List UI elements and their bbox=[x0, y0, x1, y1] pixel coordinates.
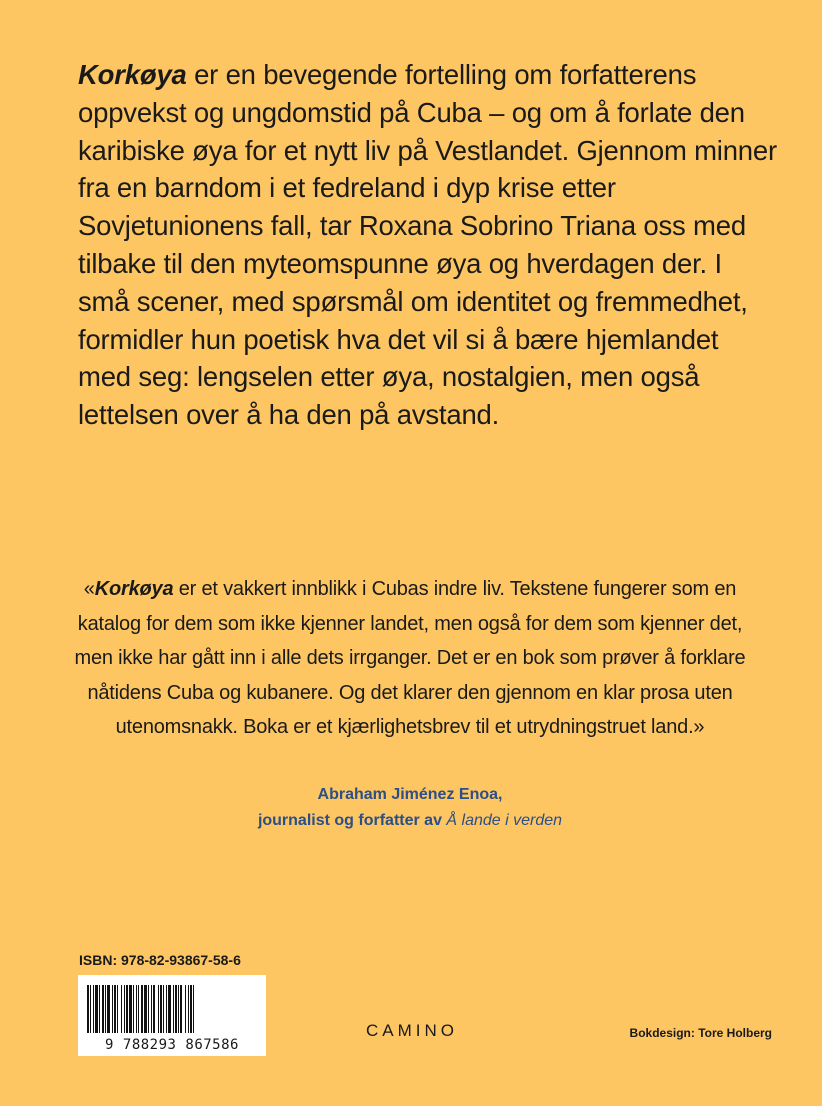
barcode-bar bbox=[136, 985, 137, 1033]
barcode-bar bbox=[90, 985, 91, 1033]
barcode-digits: 9 788293 867586 bbox=[105, 1037, 239, 1053]
attribution-role: journalist og forfatter av bbox=[257, 812, 447, 829]
barcode-bar bbox=[121, 985, 122, 1033]
barcode-bar bbox=[168, 985, 171, 1033]
publisher-logo: CAMINO bbox=[366, 1021, 458, 1040]
barcode-bar bbox=[124, 985, 125, 1033]
barcode-bar bbox=[117, 985, 118, 1033]
review-quote bbox=[60, 572, 760, 745]
quote-text: er et vakkert innblikk i Cubas indre liv. Tekstene fungerer som en katalog for dem som ikke kjenner landet, men også for dem som kjenner det, men ikke har gått inn i alle dets irrganger. Det er en bok som prøver å forklare nåtidens Cuba og kubanere. Og det klarer den gjennom en klar prosa uten utenomsnakk. Boka er et kjærlighetsbrev til et utrydningstruet land.» bbox=[74, 578, 746, 738]
barcode-bar bbox=[107, 985, 110, 1033]
attribution-role-line bbox=[60, 808, 760, 834]
barcode-bar bbox=[151, 985, 152, 1033]
barcode-bar bbox=[102, 985, 104, 1033]
barcode-bar bbox=[87, 985, 89, 1033]
barcode-bar bbox=[133, 985, 134, 1033]
attribution-name: Abraham Jiménez Enoa, bbox=[317, 786, 503, 803]
barcode-bar bbox=[114, 985, 116, 1033]
barcode-bar bbox=[99, 985, 100, 1033]
barcode-bar bbox=[153, 985, 155, 1033]
barcode-bar bbox=[144, 985, 147, 1033]
barcode-bar bbox=[95, 985, 98, 1033]
barcode-bar bbox=[105, 985, 106, 1033]
isbn-label: ISBN: 978-82-93867-58-6 bbox=[79, 952, 241, 968]
barcode-bar bbox=[175, 985, 177, 1033]
quote-open-mark: « bbox=[83, 578, 95, 600]
barcode-bar bbox=[158, 985, 159, 1033]
barcode-bars bbox=[78, 975, 266, 1037]
barcode-bar bbox=[190, 985, 192, 1033]
barcode-bar bbox=[193, 985, 194, 1033]
barcode-bar bbox=[148, 985, 149, 1033]
barcode-bar bbox=[180, 985, 182, 1033]
barcode-bar bbox=[185, 985, 186, 1033]
barcode-bar bbox=[163, 985, 164, 1033]
barcode-bar bbox=[173, 985, 174, 1033]
blurb-book-title: Korkøya bbox=[78, 59, 187, 90]
barcode-bar bbox=[112, 985, 113, 1033]
attribution-book-title: Å lande i verden bbox=[446, 812, 563, 829]
barcode-bar bbox=[138, 985, 139, 1033]
design-credit: Bokdesign: Tore Holberg bbox=[629, 1026, 772, 1040]
barcode-bar bbox=[126, 985, 128, 1033]
barcode-bar bbox=[160, 985, 162, 1033]
barcode-bar bbox=[141, 985, 143, 1033]
barcode-bar bbox=[178, 985, 179, 1033]
barcode bbox=[78, 975, 266, 1056]
barcode-bar bbox=[129, 985, 132, 1033]
barcode-bar bbox=[188, 985, 189, 1033]
quote-book-title: Korkøya bbox=[94, 578, 174, 600]
back-cover-blurb bbox=[78, 56, 778, 434]
blurb-text: er en bevegende fortelling om forfatterens oppvekst og ungdomstid på Cuba – og om å forlate den karibiske øya for et nytt liv på Vestlandet. Gjennom minner fra en barndom i et fedreland i dyp krise etter Sovjetunionens fall, tar Roxana Sobrino Triana oss med tilbake til den myteomspunne øya og hverdagen der. I små scener, med spørsmål om identitet og fremmedhet, formidler hun poetisk hva det vil si å bære hjemlandet med seg: lengselen etter øya, nostalgien, men også lettelsen over å ha den på avstand. bbox=[78, 59, 777, 431]
barcode-bar bbox=[166, 985, 167, 1033]
barcode-bar bbox=[93, 985, 94, 1033]
quote-attribution bbox=[60, 782, 760, 834]
